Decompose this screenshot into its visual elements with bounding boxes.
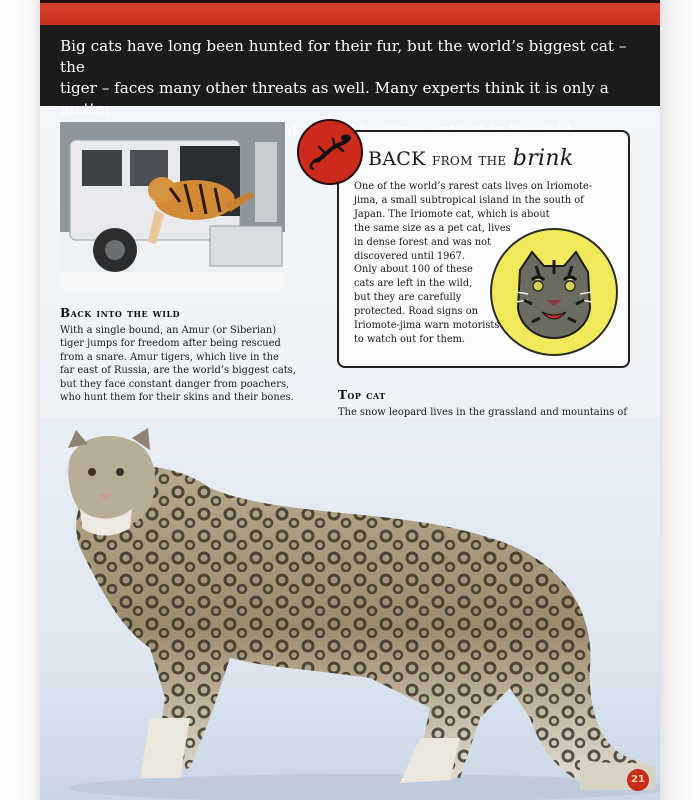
text-line: who hunt them for their skins and their bones. [60,392,294,404]
intro-line: tiger – faces many other threats as well. Many experts think it is only a matter [60,79,609,118]
text-line: protected. Road signs on [354,306,478,318]
text-line: Iriomote-jima warn motorists [354,320,500,332]
text-line: One of the world’s rarest cats lives on Iriomote- [354,181,593,192]
intro-line: Big cats have long been hunted for their fur, but the world’s biggest cat – the [60,37,627,76]
red-header-strip [40,0,660,25]
brink-title-word: BACK [368,148,426,170]
text-line: cats are left in the wild, [354,278,473,290]
text-line: the same size as a pet cat, lives [354,222,511,234]
text-line: jima, a small subtropical island in the south of [354,194,584,206]
page-gutter-right [660,0,700,800]
back-into-wild-heading: Back into the wild [60,306,181,320]
text-line: tiger jumps for freedom after being rescued [60,338,281,350]
text-line: With a single bound, an Amur (or Siberian) [60,325,277,336]
page-gutter-left [0,0,40,800]
book-page [40,0,660,800]
gecko-icon [299,121,361,183]
snow-leopard-photo [40,418,660,800]
text-line: far east of Russia, are the world’s biggest cats, [60,365,296,377]
text-line: but they face constant danger from poachers, [60,378,290,390]
gecko-badge [297,119,363,185]
text-line: to watch out for them. [354,333,466,345]
text-line: Only about 100 of these [354,264,473,276]
text-line: Japan. The Iriomote cat, which is about [354,208,550,220]
brink-title-word: from the [431,150,507,170]
text-line: in dense forest and was not [354,236,492,248]
intro-band [40,0,660,118]
brink-title-word: brink [512,146,574,171]
page-number: 21 [627,769,649,791]
back-into-wild-text [60,324,300,404]
text-line: from a snare. Amur tigers, which live in the [60,351,279,363]
top-cat-heading: Top cat [338,388,386,402]
iriomote-cat-illustration [490,228,618,356]
text-line: but they are carefully [354,292,462,304]
brink-title [368,146,573,171]
tiger-rescue-photo [60,122,285,290]
text-line: The snow leopard lives in the grassland and mountains of [338,407,627,418]
text-line: discovered until 1967. [354,250,465,262]
